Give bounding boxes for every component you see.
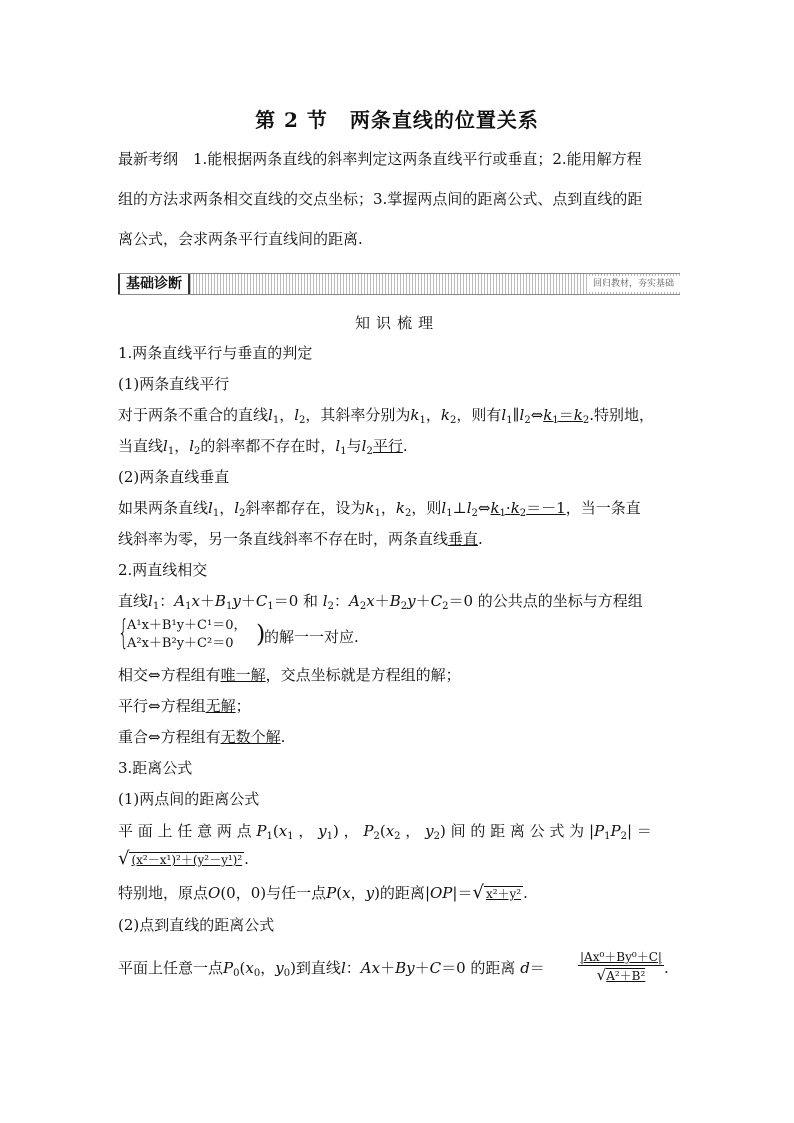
s1-heading: 1.两条直线平行与垂直的判定 [118, 344, 313, 362]
section-bar-label: 基础诊断 [118, 274, 190, 294]
s2-heading: 2.两直线相交 [118, 561, 208, 579]
s1-p1-heading: (1)两条直线平行 [118, 375, 230, 393]
exam-outline [118, 146, 678, 253]
s2-rule-coincide: 重合⇔方程组有无数个解. [118, 728, 286, 746]
s3-heading: 3.距离公式 [118, 759, 193, 777]
s1-p1-line2: 当直线$l_1$，$l_2$的斜率都不存在时，$l_1$与$l_2$平行. [118, 437, 408, 457]
knowledge-heading: 知识梳理 [354, 314, 439, 332]
outline-line-2: 组的方法求两条相交直线的交点坐标；3.掌握两点间的距离公式、点到直线的距 [118, 190, 643, 208]
outline-line-3: 离公式，会求两条平行直线间的距离. [118, 230, 363, 248]
s1-p2-heading: (2)两条直线垂直 [118, 468, 230, 486]
equation-1: A¹x＋B¹y＋C¹＝0， [127, 618, 247, 633]
s3-p2-heading: (2)点到直线的距离公式 [118, 916, 275, 934]
page-title [0, 104, 794, 133]
s3-p1-formula: √ (x²－x¹)²＋(y²－y¹)² . [118, 848, 249, 869]
equation-system-note: 的解一一对应. [264, 628, 359, 646]
section-number: 第 2 节 [255, 108, 328, 132]
s3-p1-line1: 平 面 上 任 意 两 点 $P_1(x_1$ ， $y_1$) ， $P_2(x_2$ ， $y_2$) 间 的 距 离 公 式 为 $|P_1P_2|$ ＝ [118, 822, 652, 842]
distance-root: √ (x²－x¹)²＋(y²－y¹)² [118, 848, 243, 869]
fraction-denominator: √A²＋B² [596, 966, 646, 984]
s1-p2-line1: 如果两条直线$l_1$，$l_2$斜率都存在，设为$k_1$，$k_2$，则$l_1\perp l_2\Leftrightarrow k_1\cdot k_2=-1$，当一条直 [118, 499, 641, 519]
equation-system [118, 613, 418, 653]
s1-p1-line1: 对于两条不重合的直线$l_1$，$l_2$，其斜率分别为$k_1$，$k_2$，则有$l_1\parallel l_2\Leftrightarrow k_1=k_2$.特别地， [118, 406, 655, 426]
fraction-period: . [664, 959, 669, 977]
equation-2: A²x＋B²y＋C²＝0 [127, 636, 234, 651]
s3-p1-line2: 特别地，原点O(0，0)与任一点P(x，y)的距离|OP|＝√ x²＋y² . [118, 882, 528, 903]
fraction-numerator: |Ax⁰＋By⁰＋C| [580, 950, 662, 964]
left-brace: { [118, 613, 129, 653]
point-line-distance-fraction [578, 948, 664, 984]
section-name: 两条直线的位置关系 [349, 108, 539, 132]
s2-rule-intersect: 相交⇔方程组有唯一解，交点坐标就是方程组的解； [118, 666, 461, 684]
right-paren: ) [256, 620, 266, 648]
s2-line1: 直线$l_1$：$A_1x+B_1y+C_1=0$ 和 $l_2$：$A_2x+B_2y+C_2=0$ 的公共点的坐标与方程组 [118, 592, 643, 612]
s1-p2-line2: 线斜率为零，另一条直线斜率不存在时，两条直线垂直. [118, 530, 483, 548]
section-bar [118, 273, 680, 295]
s2-rule-parallel: 平行⇔方程组无解； [118, 697, 251, 715]
s3-p1-heading: (1)两点间的距离公式 [118, 790, 260, 808]
outline-line-1: 最新考纲 1.能根据两条直线的斜率判定这两条直线平行或垂直；2.能用解方程 [118, 150, 642, 168]
section-bar-subtitle: 回归教材，夯实基础 [587, 276, 680, 292]
s3-p2-line1: 平面上任意一点$P_0(x_0$，$y_0$)到直线l：Ax＋By＋C＝0 的距离 d＝ [118, 959, 545, 979]
origin-distance-root: √ x²＋y² [472, 882, 522, 903]
